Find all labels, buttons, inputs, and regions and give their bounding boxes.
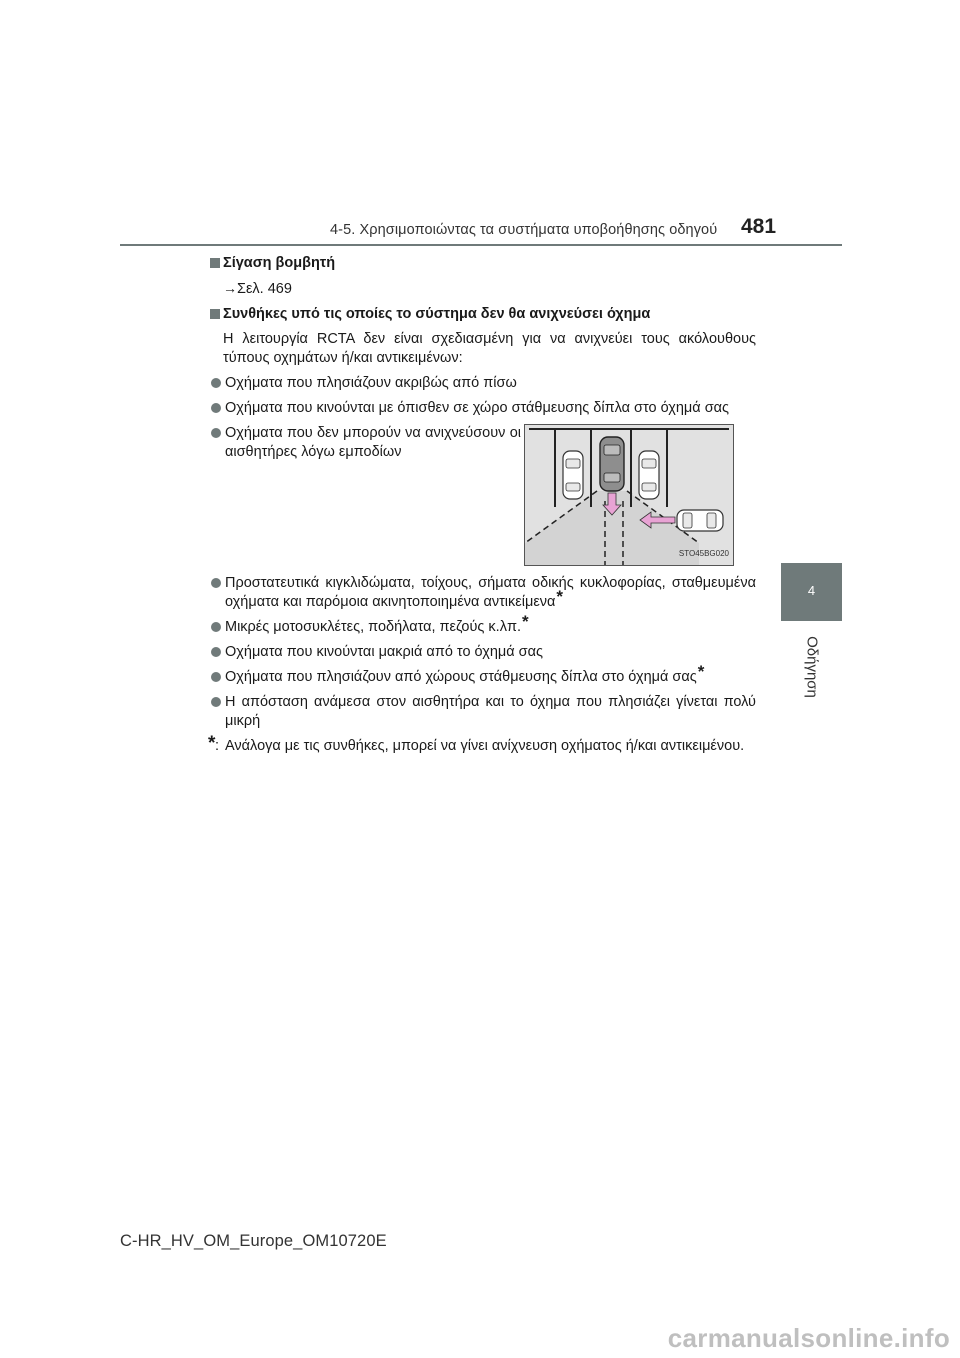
list-item: [208, 399, 756, 418]
list-item-text: Μικρές μοτοσυκλέτες, ποδήλατα, πεζούς κ.λπ.: [225, 619, 521, 635]
square-bullet-icon: [210, 258, 220, 268]
section-heading-text: Συνθήκες υπό τις οποίες το σύστημα δεν θα ανιχνεύσει όχημα: [223, 306, 651, 322]
list-item-text: Οχήματα που πλησιάζουν ακριβώς από πίσω: [225, 375, 517, 391]
circle-bullet-icon: [211, 672, 221, 682]
list-item: [208, 693, 756, 731]
list-item: [208, 643, 756, 662]
list-item: [208, 374, 756, 393]
circle-bullet-icon: [211, 403, 221, 413]
footnote: [208, 733, 756, 756]
own-car: [600, 437, 624, 491]
watermark: carmanualsonline.info: [667, 1323, 950, 1353]
asterisk-marker: *: [522, 612, 529, 631]
circle-bullet-icon: [211, 378, 221, 388]
circle-bullet-icon: [211, 622, 221, 632]
chapter-label: [792, 622, 832, 712]
page-reference: [208, 279, 756, 299]
chapter-label-text: Οδήγηση: [803, 636, 821, 698]
list-item-text: Οχήματα που κινούνται μακριά από το όχημά σας: [225, 644, 543, 660]
square-bullet-icon: [210, 309, 220, 319]
footnote-text: Ανάλογα με τις συνθήκες, μπορεί να γίνει ανίχνευση οχήματος ή/και αντικειμένου.: [225, 738, 745, 754]
circle-bullet-icon: [211, 697, 221, 707]
list-item: [208, 424, 521, 462]
intro-paragraph: Η λειτουργία RCTA δεν είναι σχεδιασμένη για να ανιχνεύει τους ακόλουθους τύπους οχημάτων ή/και αντικειμένων:: [223, 331, 756, 366]
list-item: [208, 662, 756, 687]
circle-bullet-icon: [211, 647, 221, 657]
section-heading-buzzer: [208, 254, 756, 273]
page-reference-text: Σελ. 469: [237, 281, 292, 297]
list-item-text: Οχήματα που δεν μπορούν να ανιχνεύσουν οι αισθητήρες λόγω εμποδίων: [225, 425, 521, 460]
parking-illustration: [524, 424, 734, 566]
chapter-number: 4: [807, 583, 816, 598]
list-item: [208, 574, 756, 612]
header-section-title: 4-5. Χρησιμοποιώντας τα συστήματα υποβοήθησης οδηγού: [330, 222, 718, 238]
list-item-text: Προστατευτικά κιγκλιδώματα, τοίχους, σήματα οδικής κυκλοφορίας, σταθμευμένα οχήματα και παρόμοια ακινητοποιημένα αντικείμενα: [225, 575, 756, 610]
circle-bullet-icon: [211, 578, 221, 588]
asterisk-marker: *: [556, 587, 564, 606]
list-item-text: Η απόσταση ανάμεσα στον αισθητήρα και το όχημα που πλησιάζει γίνεται πολύ μικρή: [225, 694, 756, 729]
figure-row: [208, 424, 756, 568]
footnote-separator: :: [215, 738, 220, 754]
figure-code: STO45BG020: [678, 549, 729, 558]
section-heading-text: Σίγαση βομβητή: [223, 255, 336, 271]
section-heading-conditions: [208, 305, 756, 324]
circle-bullet-icon: [211, 428, 221, 438]
list-item-text: Οχήματα που κινούνται με όπισθεν σε χώρο στάθμευσης δίπλα στο όχημά σας: [225, 400, 730, 416]
header-rule: [120, 244, 842, 246]
page-number: 481: [741, 215, 777, 238]
footer-document-code: C-HR_HV_OM_Europe_OM10720E: [120, 1232, 387, 1250]
parked-car-left: [563, 451, 583, 499]
parked-car-right: [639, 451, 659, 499]
chapter-tab: [781, 563, 842, 621]
arrow-right-icon: →: [223, 280, 237, 296]
main-content: [208, 254, 756, 756]
asterisk-marker: *: [697, 662, 705, 681]
list-item-text: Οχήματα που πλησιάζουν από χώρους στάθμευσης δίπλα στο όχημά σας: [225, 669, 697, 685]
footnote-asterisk: *: [208, 733, 216, 754]
list-item: [208, 612, 756, 637]
approaching-car: [677, 510, 723, 531]
